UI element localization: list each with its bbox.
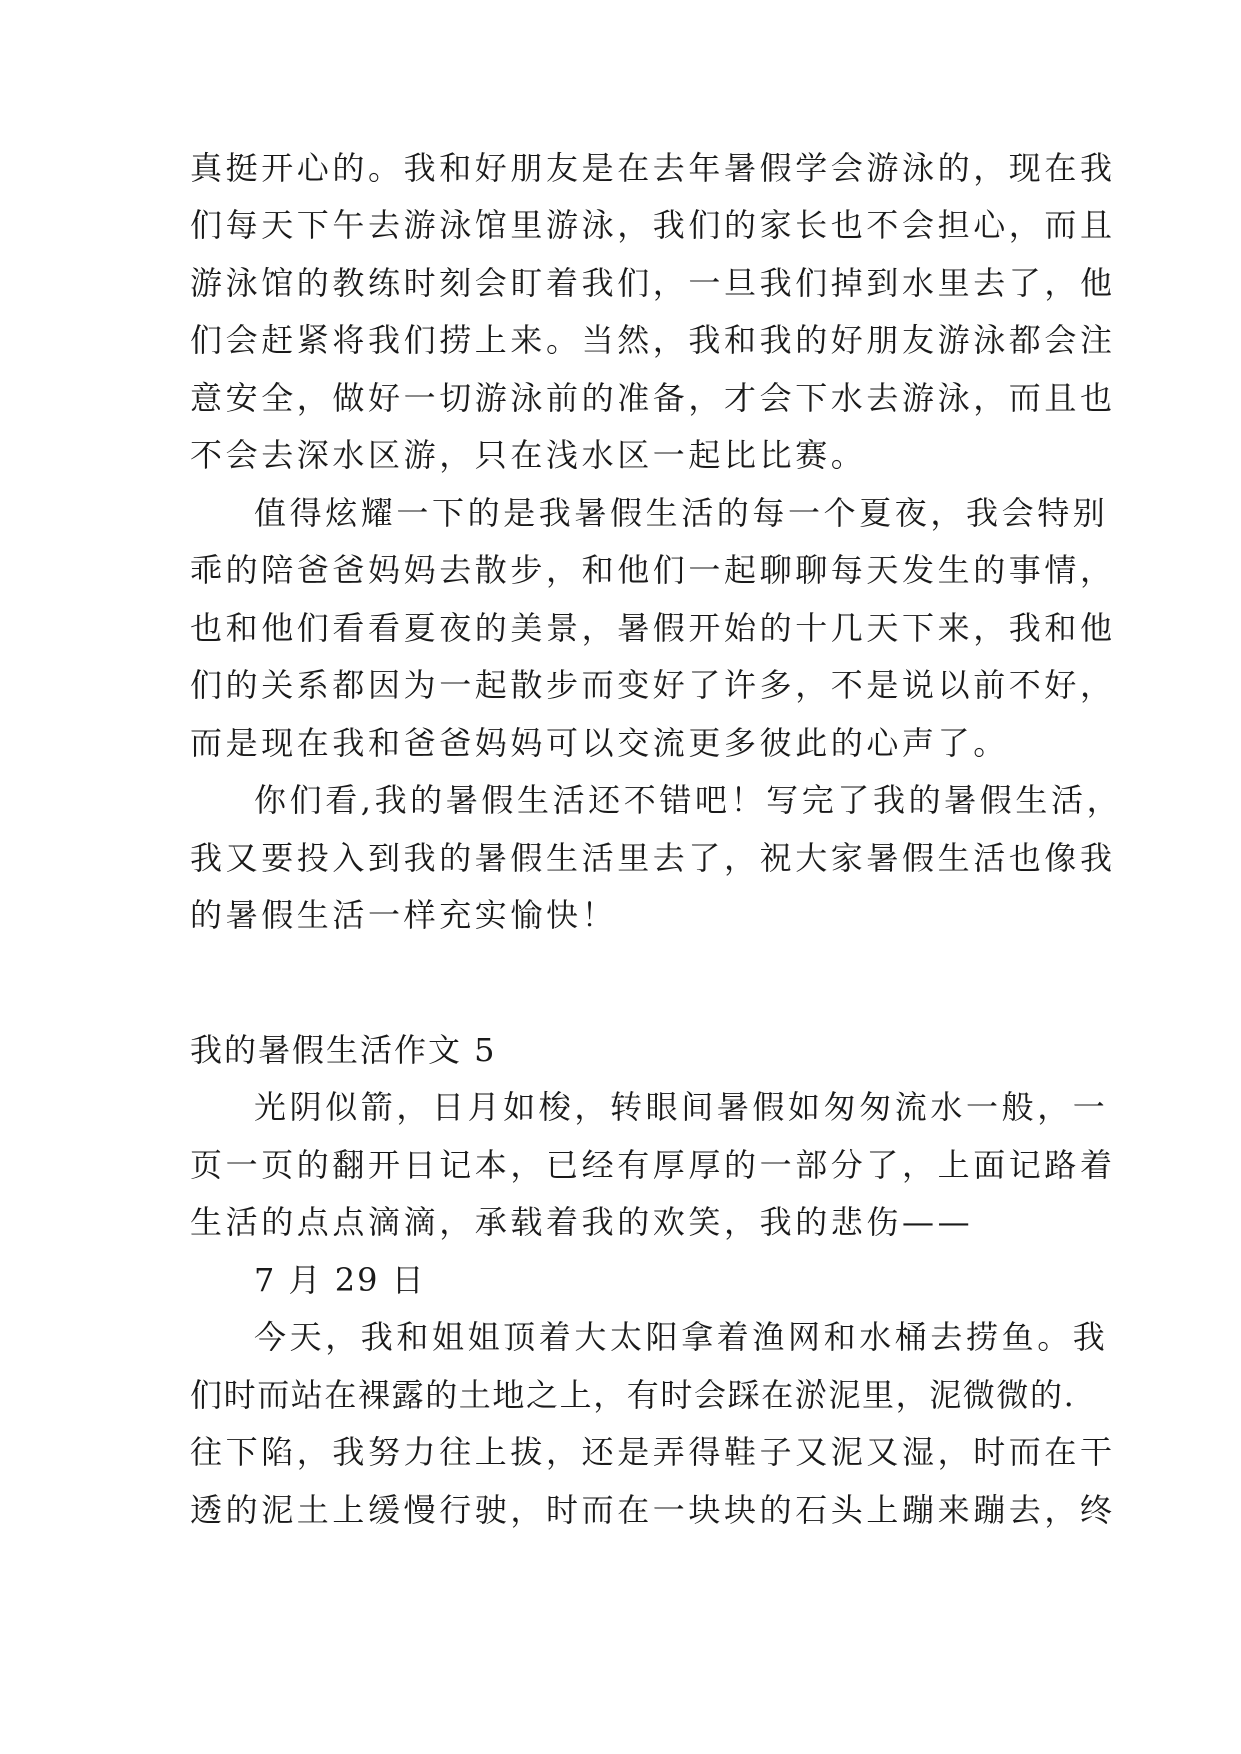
paragraph-4-line-2: 页一页的翻开日记本，已经有厚厚的一部分了，上面记路着 [190,1146,1116,1184]
paragraph-3-line-2: 我又要投入到我的暑假生活里去了，祝大家暑假生活也像我 [190,839,1116,877]
paragraph-2-line-1: 值得炫耀一下的是我暑假生活的每一个夏夜，我会特别 [254,494,1109,532]
section-title: 我的暑假生活作文 5 [190,1031,497,1069]
paragraph-4-line-1: 光阴似箭，日月如梭，转眼间暑假如匆匆流水一般，一 [254,1088,1109,1126]
paragraph-3-line-3: 的暑假生活一样充实愉快！ [190,896,618,934]
paragraph-1-line-3: 游泳馆的教练时刻会盯着我们，一旦我们掉到水里去了，他 [190,264,1116,302]
paragraph-1-line-1: 真挺开心的。我和好朋友是在去年暑假学会游泳的，现在我 [190,149,1116,187]
paragraph-1-line-2: 们每天下午去游泳馆里游泳，我们的家长也不会担心，而且 [190,206,1116,244]
paragraph-1-line-4: 们会赶紧将我们捞上来。当然，我和我的好朋友游泳都会注 [190,321,1116,359]
paragraph-1-line-6: 不会去深水区游，只在浅水区一起比比赛。 [190,436,867,474]
paragraph-6-line-1: 今天，我和姐姐顶着大太阳拿着渔网和水桶去捞鱼。我 [254,1318,1109,1356]
paragraph-2-line-3: 也和他们看看夏夜的美景，暑假开始的十几天下来，我和他 [190,609,1116,647]
paragraph-6-line-2: 们时而站在裸露的土地之上，有时会踩在淤泥里，泥微微的. [190,1376,1076,1414]
paragraph-2-line-4: 们的关系都因为一起散步而变好了许多，不是说以前不好， [190,666,1116,704]
paragraph-6-line-4: 透的泥土上缓慢行驶，时而在一块块的石头上蹦来蹦去，终 [190,1491,1116,1529]
paragraph-4-line-3: 生活的点点滴滴，承载着我的欢笑，我的悲伤—— [190,1203,974,1241]
paragraph-2-line-5: 而是现在我和爸爸妈妈可以交流更多彼此的心声了。 [190,724,1009,762]
paragraph-2-line-2: 乖的陪爸爸妈妈去散步，和他们一起聊聊每天发生的事情， [190,551,1116,589]
paragraph-6-line-3: 往下陷，我努力往上拔，还是弄得鞋子又泥又湿，时而在干 [190,1433,1116,1471]
date-line: 7 月 29 日 [254,1261,426,1299]
paragraph-3-line-1: 你们看,我的暑假生活还不错吧！写完了我的暑假生活， [254,781,1123,819]
paragraph-1-line-5: 意安全，做好一切游泳前的准备，才会下水去游泳，而且也 [190,379,1116,417]
